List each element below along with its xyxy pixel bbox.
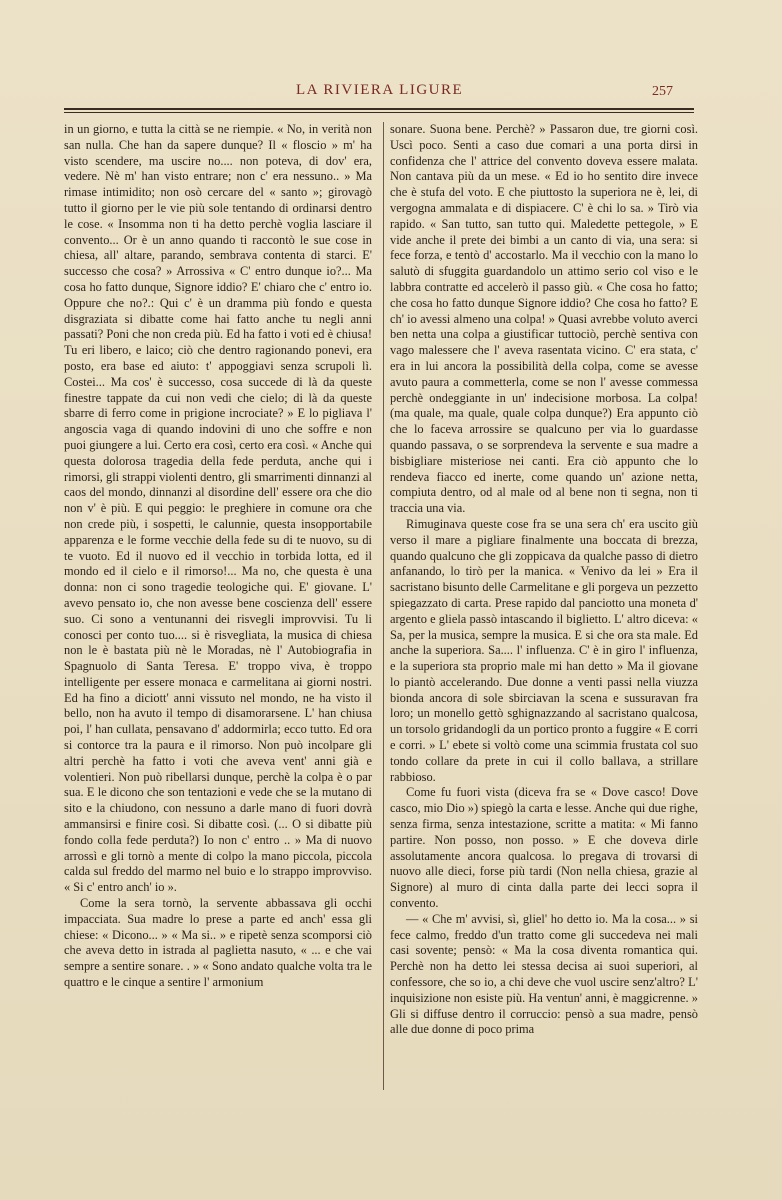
page-number: 257 bbox=[652, 84, 673, 99]
left-column bbox=[64, 122, 372, 991]
paragraph: Come la sera tornò, la servente abbassava gli occhi impacciata. Sua madre lo prese a parte ed anch' essa gli chiese: « Dicono... » « Ma si.. » e ripetè senza scomporsi ciò che aveva detto in istrada al paglietta nasuto, « ... e che vai sempre a sentire sonare. . » « Sono andato qualche volta tra le quattro e le cinque a sentire l' armonium bbox=[64, 896, 372, 990]
right-column bbox=[390, 122, 698, 1038]
paragraph: sonare. Suona bene. Perchè? » Passaron due, tre giorni così. Uscì poco. Senti a caso due comari a una porta dirsi in confidenza che l' attrice del convento doveva essere malata. Non cantava più da un mese. « Ed io ho sentito dire invece che è stufa del voto. E che piuttosto la superiora ne è, lei, di vergogna ammalata e di dispiacere. C' è chi lo sa. » Tirò via rapido. « San tutto, san tutto qui. Maledette pettegole, » E vide anche il prete dei bimbi a un canto di via, una sera: si fece forza, e tentò d' accostarlo. Ma il vecchio con la mano lo salutò di sfuggita guardandolo un attimo serio col viso e le labbra contratte ed accelerò il passo giù. « Che cosa ho fatto; che cosa ho fatto dunque Signore iddio? Che cosa ho fatto? E ch' io avessi almeno una colpa! » Quasi avrebbe voluto averci ben netta una colpa a giustificar tuttociò, perchè sentiva con vago malessere che l' aveva rasentata vicino. C' era stata, c' era in lui ancora la possibilità della colpa, come se avesse avuto paura a commetterla, come se non l' avesse commessa perchè ondeggiante in un' indecisione morbosa. La colpa! (ma quale, ma quale, quale colpa dunque?) Era appunto ciò che lo faceva arrossire se qualcuno per via lo guardasse quando passava, o se sorprendeva la servente e sua madre a bisbigliare misteriose nei canti. Era ciò appunto che lo rendeva fiacco ed inerte, come quando un' azione netta, compiuta dentro, od al male od al bene non ti segna, non ti traccia una via. bbox=[390, 122, 698, 516]
header-rule bbox=[64, 108, 694, 113]
page-header bbox=[64, 80, 782, 102]
paragraph: Come fu fuori vista (diceva fra se « Dove casco! Dove casco, mio Dio ») spiegò la carta e lesse. Anche qui due righe, senza firma, senza intestazione, scritte a matita: « Mi fanno partire. Non posso, non posso. » E che doveva dirle assolutamente ancora qualcosa. lo pregava di trovarsi di nuovo alle dieci, forse più tardi (Non nella chiesa, grazie al Signore) al muro di cinta dalla parte dei lecci sopra il convento. bbox=[390, 785, 698, 911]
paragraph: in un giorno, e tutta la città se ne riempie. « No, in verità non san nulla. Che han da sapere dunque? Il « floscio » m' ha visto scendere, ma uscire no.... non poteva, di dov' era, vedere. Nè m' han visto entrare; non c' era nessuno.. » Ma rimase intimidito; non osò cercare del « santo »; girovagò tutto il giorno per le vie più sole tentando di ordinarsi dentro le cose. « Insomma non ti ha detto perchè voglia lasciare il convento... Or è un anno quando ti raccontò le sue cose in chiesa, all' altare, parando, sembrava contenta di starci. E' successo che cosa? » Arrossiva « C' entro dunque io?... Ma cosa ho fatto dunque, Signore iddio? E' chiaro che c' entro io. Oppure che no?.: Qui c' è un dramma più fondo e questa disgraziata si dibatte come hai fatto anche tu negli anni passati? Poni che non creda più. Ed ha fatto i voti ed è chiusa! Tu eri libero, e laico; ciò che dentro ragionando ponevi, era posto, era base ed aiuto: t' appoggiavi senza scrupoli lì. Costei... Ma cos' è successo, cosa succede di là da queste finestre tappate da cui non vedi che cielo; di là da queste sbarre di ferro come in prigione incrociate? » E lo pigliava l' angoscia vaga di quando indovini di uno che soffre e non puoi giungere a lui. Certo era così, certo era così. « Anche qui questa dolorosa tragedia della fede perduta, anche qui i rimorsi, gli strappi violenti dentro, gli smarrimenti dinnanzi al caos del mondo, dinnanzi al disordine dell' essere ora che dio non v' è più. E qui peggio: le preghiere in comune ora che non crede più, i sospetti, le calunnie, questa insopportabile apparenza e le forme vecchie della fede su di te nuovo, su di te vuoto. Ed il nuovo ed il vecchio in torbida lotta, ed il mondo ed il cielo e il rimorso!... Ma no, che questa è una donna: non ci sono tragedie teologiche qui. E' giovane. L' avevo pensato io, che non avesse bene coscienza dell' essere suo. Ci sono a ventunanni dei risvegli improvvisi. Tu li conosci per conto tuo.... si è risvegliata, la musica di chiesa non le è bastata più nè le Moradas, nè l' Autobiografia in Spagnuolo di Santa Teresa. E' troppo viva, è troppo intelligente per essere monaca e carmelitana ai giorni nostri. Ed ha fino a diciott' anni vissuto nel mondo, ne ha visto il bello, non ha avuto il tempo di disamorarsene. L' han chiusa poi, l' han cullata, pensavano d' addormirla; ecco tutto. Ed ora si contorce tra la paura e il rimorso. Non può incolpare gli altri perchè ha fatto i voti che aveva vent' anni già e volentieri. Non può ribellarsi dunque, perchè la colpa è o par sua. E le dicono che son tentazioni e vede che se la mutano di sito e la chiudono, con nessuno a darle mano di fuori dovrà ammansirsi e finire così. Si dibatte così. (... O si dibatte più fondo colla fede perduta?) Io non c' entro .. » Ma di nuovo arrossì e gli tornò a mente di colpo la mano piccola, piccola calda sul freddo del marmo nel buio e lo strappo improvviso. « Si c' entro anch' io ». bbox=[64, 122, 372, 895]
paragraph: Rimuginava queste cose fra se una sera ch' era uscito giù verso il mare a pigliare finalmente una boccata di brezza, quando qualcuno che gli zoppicava da qualche passo di dietro anfanando, lo tirò per la manica. « Venivo da lei » Era il sacristano bisunto delle Carmelitane e gli porgeva un pezzetto spiegazzato di carta. Prese rapido dal panciotto una moneta d' argento e gliela passò intascando il biglietto. L' altro diceva: « Sa, per la musica, sempre la musica. E si che ora sta male. Ed anche la superiora. Sa.... l' influenza. C' è in giro l' influenza, e la superiora sta proprio male mi han detto » Ma il giovane lo piantò accelerando. Due donne a venti passi nella viuzza bionda ancora di sole sbirciavan la scena e sussuravan fra loro; un monello gettò sghignazzando al sacristano qualcosa, un torsolo gridandogli da un portico pronto a fuggire « E corri e corri. » L' ebete si voltò come una scimmia frustata col suo tondo collare da prete in cui il collo ballava, a strillare rabbioso. bbox=[390, 516, 698, 784]
paragraph: — « Che m' avvisi, sì, gliel' ho detto io. Ma la cosa... » si fece calmo, freddo d'un tratto come gli succedeva nei mali casi sovente; pensò: « Ma la cosa diventa romantica qui. Perchè non ha detto lei stessa decisa ai suoi superiori, al confessore, che so io, a chi deve che vuol uscire senz'altro? L' inquisizione non esiste più. Ha ventun' anni, è maggicrenne. » Gli si diffuse dentro il corruccio: pensò a sua madre, pensò alle due donne di poco prima bbox=[390, 911, 698, 1037]
column-divider bbox=[383, 122, 384, 1090]
running-title: LA RIVIERA LIGURE bbox=[296, 82, 464, 98]
